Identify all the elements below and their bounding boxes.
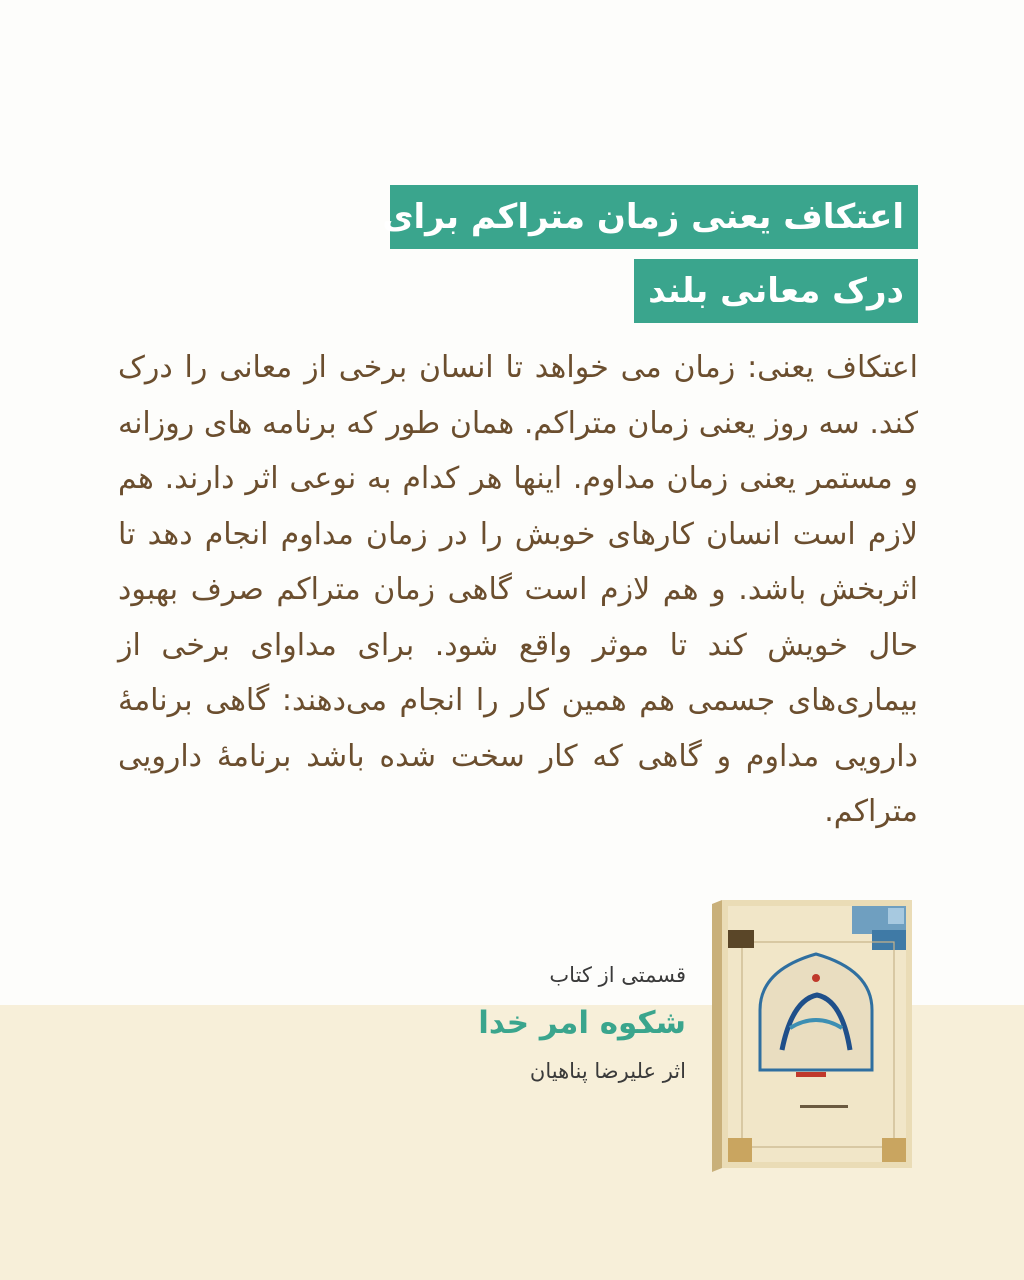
- cover-author-line: [800, 1105, 848, 1108]
- calligraphy-arch: [760, 954, 872, 1070]
- headline-line-1: اعتکاف یعنی زمان متراکم برای: [390, 185, 918, 249]
- caption-intro: قسمتی از کتاب: [549, 963, 686, 987]
- body-paragraph-container: [118, 340, 918, 840]
- publisher-badge: [728, 930, 754, 948]
- cover-corner-ornament: [728, 1138, 752, 1162]
- book-cover-image: [712, 900, 912, 1172]
- red-label: [796, 1072, 826, 1077]
- caption-book-title: شکوه امر خدا: [478, 1005, 686, 1041]
- headline: [382, 185, 918, 333]
- body-paragraph: اعتکاف یعنی: زمان می خواهد تا انسان برخی از معانی را درک کند. سه روز یعنی زمان متراکم. همان طور که برنامه های روزانه و مستمر یعنی زمان مداوم. اینها هر کدام به نوعی اثر دارند. هم لازم است انسان کارهای خوبش را در زمان مداوم انجام دهد تا اثربخش باشد. و هم لازم است گاهی زمان متراکم صرف بهبود حال خویش کند تا موثر واقع شود. برای مداوای برخی از بیماری‌های جسمی هم همین کار را انجام می‌دهند: گاهی برنامۀ دارویی مداوم و گاهی که کار سخت شده باشد برنامۀ دارویی متراکم.: [118, 350, 918, 829]
- book-spine: [712, 900, 722, 1172]
- caption-author: اثر علیرضا پناهیان: [529, 1059, 686, 1083]
- book-caption: [478, 955, 686, 1091]
- headline-line-2: درک معانی بلند: [634, 259, 918, 323]
